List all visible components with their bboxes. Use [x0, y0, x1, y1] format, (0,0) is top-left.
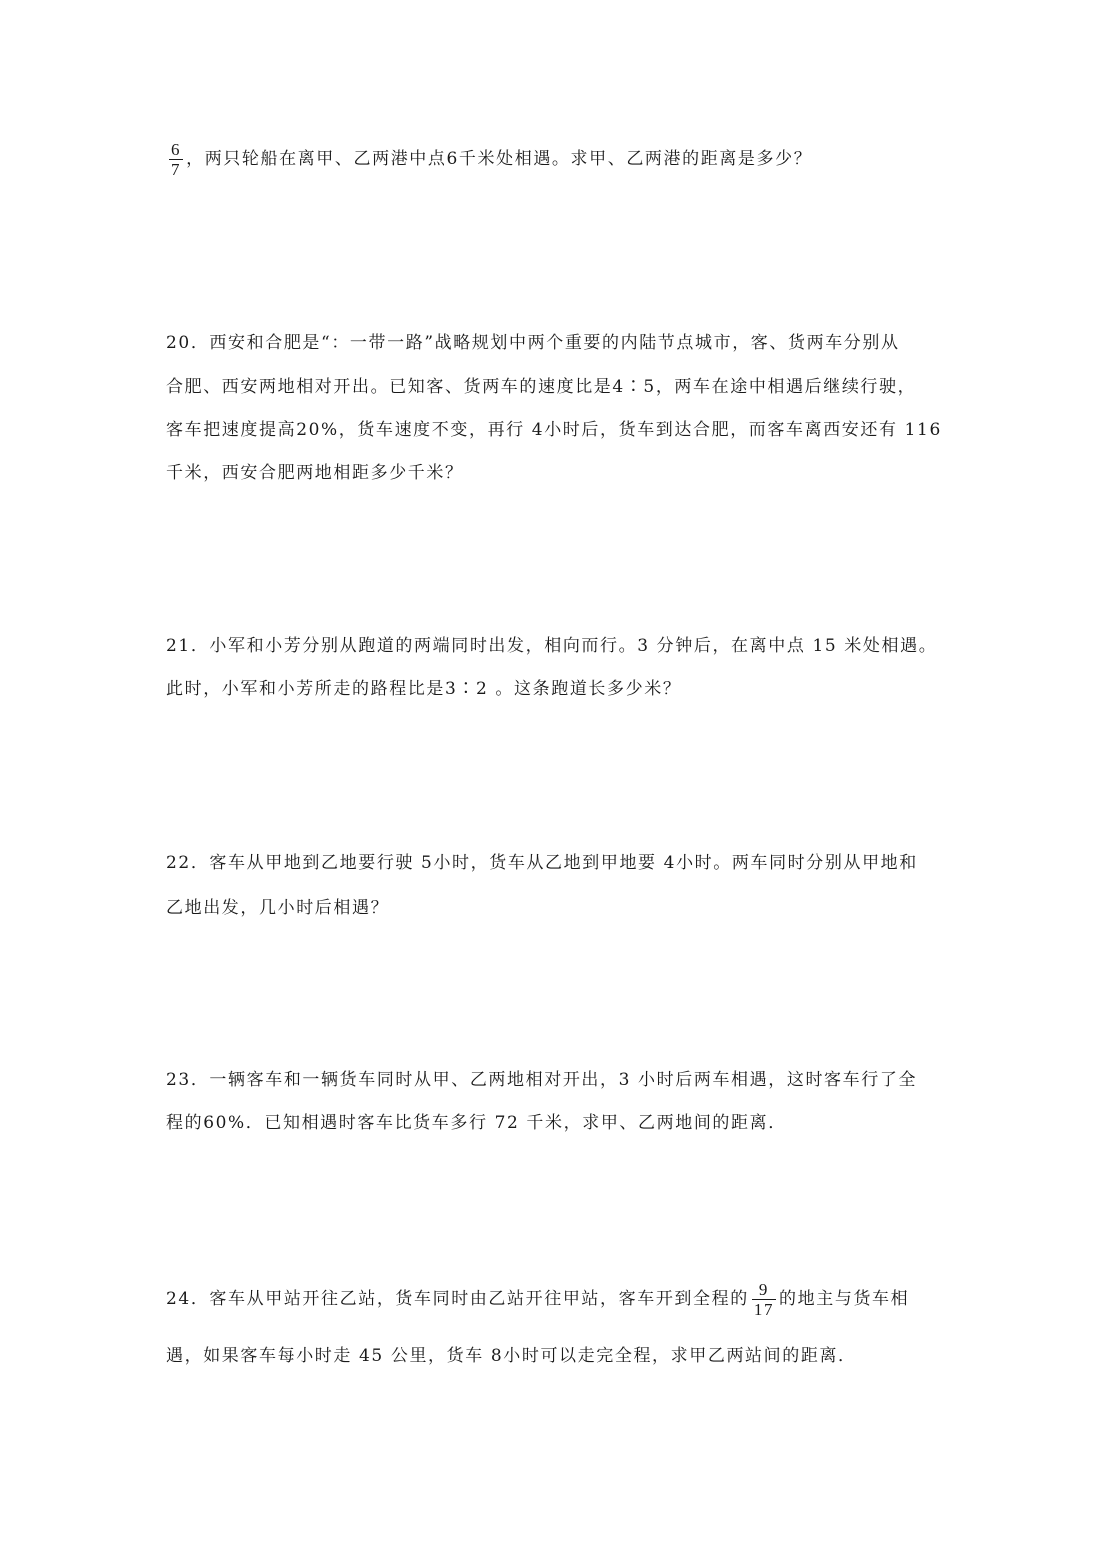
fraction: $\frac{6}{7}$ [171, 140, 182, 179]
problem-24-line-2: 遇，如果客车每小时走 45 公里，货车 8小时可以走完全程，求甲乙两站间的距离． [166, 1346, 857, 1366]
problem-19-continuation [166, 140, 966, 179]
problem-20-line-3: 客车把速度提高20%，货车速度不变，再行 4小时后，货车到达合肥，而客车离西安还有 116 [166, 420, 942, 440]
problem-22-line-2: 乙地出发，几小时后相遇？ [166, 898, 390, 918]
problem-21-line-1: 21．小军和小芳分别从跑道的两端同时出发，相向而行。3 分钟后，在离中点 15 米处相遇。 [166, 636, 938, 656]
problem-21-line-2: 此时，小军和小芳所走的路程比是3∶2 。这条跑道长多少米？ [166, 679, 682, 699]
problem-20-line-2: 合肥、西安两地相对开出。已知客、货两车的速度比是4∶5，两车在途中相遇后继续行驶， [166, 377, 917, 397]
problem-20-line-1: 20．西安和合肥是“：一带一路”战略规划中两个重要的内陆节点城市，客、货两车分别从 [166, 333, 900, 353]
problem-22-line-1: 22．客车从甲地到乙地要行驶 5小时，货车从乙地到甲地要 4小时。两车同时分别从甲地和 [166, 853, 918, 873]
continuation-text: ，两只轮船在离甲、乙两港中点6千米处相遇。求甲、乙两港的距离是多少？ [186, 149, 813, 169]
problem-23-line-2: 程的60%．已知相遇时客车比货车多行 72 千米，求甲、乙两地间的距离． [166, 1113, 787, 1133]
fraction: $\frac{9}{17}$ [753, 1280, 775, 1319]
problem-20-line-4: 千米，西安合肥两地相距多少千米？ [166, 463, 464, 483]
problem-23-line-1: 23．一辆客车和一辆货车同时从甲、乙两地相对开出，3 小时后两车相遇，这时客车行了全 [166, 1070, 918, 1090]
problem-24-line-1: 24．客车从甲站开往乙站，货车同时由乙站开往甲站，客车开到全程的 $\frac{9}{17}$ 的地主与货车相 [166, 1280, 910, 1319]
